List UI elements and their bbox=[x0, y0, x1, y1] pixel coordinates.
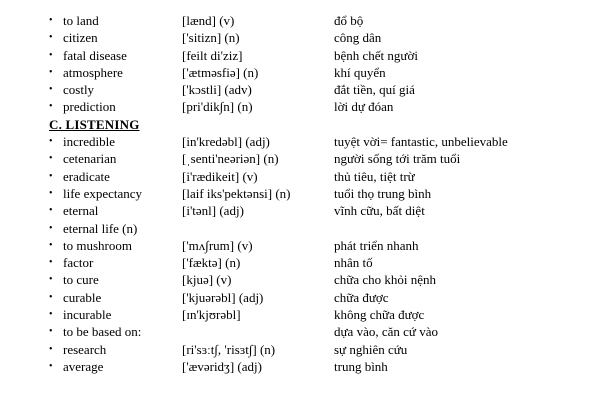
vocabulary-page bbox=[0, 12, 600, 375]
vocab-phonetic: ['mʌ∫rum] (v) bbox=[182, 237, 253, 253]
vocab-row bbox=[0, 150, 600, 167]
bullet-icon: • bbox=[49, 274, 53, 286]
vocab-meaning: tuổi thọ trung bình bbox=[334, 185, 432, 201]
vocab-phonetic: ['fæktə] (n) bbox=[182, 255, 241, 271]
vocab-meaning: người sống tới trăm tuổi bbox=[334, 151, 461, 167]
vocab-row bbox=[0, 202, 600, 219]
vocab-word: factor bbox=[63, 255, 94, 271]
bullet-icon: • bbox=[49, 257, 53, 269]
vocab-meaning: đắt tiền, quí giá bbox=[334, 82, 415, 98]
vocab-row bbox=[0, 341, 600, 358]
vocab-phonetic: ['kjuərəbl] (adj) bbox=[182, 289, 264, 305]
bullet-icon: • bbox=[49, 49, 53, 61]
vocab-phonetic: ['ætməsfiə] (n) bbox=[182, 64, 259, 80]
bullet-icon: • bbox=[49, 84, 53, 96]
bullet-icon: • bbox=[49, 187, 53, 199]
vocab-word: cetenarian bbox=[63, 151, 117, 167]
vocab-row bbox=[0, 12, 600, 29]
vocab-meaning: bệnh chết người bbox=[334, 47, 418, 63]
vocab-meaning: chữa được bbox=[334, 289, 389, 305]
bullet-icon: • bbox=[49, 222, 53, 234]
vocab-row bbox=[0, 81, 600, 98]
vocab-row bbox=[0, 220, 600, 237]
vocab-row bbox=[0, 29, 600, 46]
vocab-phonetic: [i'rædikeit] (v) bbox=[182, 168, 258, 184]
vocab-meaning: không chữa được bbox=[334, 307, 425, 323]
vocab-row bbox=[0, 168, 600, 185]
vocab-phonetic: ['kɔstli] (adv) bbox=[182, 82, 252, 98]
vocab-row bbox=[0, 323, 600, 340]
bullet-icon: • bbox=[49, 32, 53, 44]
vocab-word: fatal disease bbox=[63, 47, 127, 63]
vocab-word: average bbox=[63, 358, 104, 374]
bullet-icon: • bbox=[49, 360, 53, 372]
vocab-row bbox=[0, 271, 600, 288]
bullet-icon: • bbox=[49, 15, 53, 26]
vocab-word: life expectancy bbox=[63, 185, 143, 201]
vocab-word: curable bbox=[63, 289, 102, 305]
vocab-word: to land bbox=[63, 13, 99, 28]
bullet-icon: • bbox=[49, 136, 53, 148]
bullet-icon: • bbox=[49, 101, 53, 113]
section-heading-row bbox=[0, 116, 600, 133]
vocab-phonetic: [ri'sɜːt∫, 'risɜt∫] (n) bbox=[182, 341, 276, 357]
vocab-word: eternal life (n) bbox=[63, 220, 138, 236]
vocab-row bbox=[0, 306, 600, 323]
section-heading: C. LISTENING bbox=[49, 116, 140, 132]
bullet-icon: • bbox=[49, 291, 53, 303]
vocab-meaning: lời dự đóan bbox=[334, 99, 394, 115]
vocab-phonetic: [lænd] (v) bbox=[182, 13, 235, 28]
bullet-icon: • bbox=[49, 239, 53, 251]
vocab-phonetic: [in'kredəbl] (adj) bbox=[182, 134, 270, 150]
vocab-meaning: sự nghiên cứu bbox=[334, 341, 408, 357]
vocab-phonetic: [pri'dik∫n] (n) bbox=[182, 99, 253, 115]
vocab-meaning: thủ tiêu, tiệt trừ bbox=[334, 168, 415, 184]
vocab-word: eradicate bbox=[63, 168, 110, 184]
vocab-phonetic: [feilt di'ziz] bbox=[182, 47, 243, 63]
vocab-word: costly bbox=[63, 82, 95, 98]
bullet-icon: • bbox=[49, 153, 53, 165]
vocab-row bbox=[0, 237, 600, 254]
bullet-icon: • bbox=[49, 66, 53, 78]
bullet-icon: • bbox=[49, 343, 53, 355]
vocab-meaning: tuyệt vời= fantastic, unbelievable bbox=[334, 134, 508, 150]
vocab-word: incurable bbox=[63, 307, 112, 323]
vocab-meaning: phát triển nhanh bbox=[334, 237, 419, 253]
vocab-meaning: trung bình bbox=[334, 358, 388, 374]
vocab-word: citizen bbox=[63, 30, 98, 46]
vocab-row bbox=[0, 358, 600, 375]
vocab-word: incredible bbox=[63, 134, 115, 150]
vocab-word: eternal bbox=[63, 203, 99, 219]
vocab-word: to be based on: bbox=[63, 324, 142, 340]
vocab-row bbox=[0, 64, 600, 81]
bullet-icon: • bbox=[49, 309, 53, 321]
vocab-phonetic: [laif iks'pektənsi] (n) bbox=[182, 185, 291, 201]
bullet-icon: • bbox=[49, 170, 53, 182]
vocab-meaning: công dân bbox=[334, 30, 382, 46]
vocab-row bbox=[0, 289, 600, 306]
vocab-phonetic: [i'tənl] (adj) bbox=[182, 203, 244, 219]
vocab-meaning: khí quyển bbox=[334, 64, 386, 80]
vocab-meaning: vĩnh cữu, bất diệt bbox=[334, 203, 425, 219]
vocab-phonetic: [ˌsenti'neəriən] (n) bbox=[182, 151, 279, 167]
vocab-word: to mushroom bbox=[63, 237, 132, 253]
vocab-word: prediction bbox=[63, 99, 116, 115]
vocab-word: research bbox=[63, 341, 107, 357]
vocab-meaning: đổ bộ bbox=[334, 13, 364, 28]
vocab-phonetic: [kjuə] (v) bbox=[182, 272, 232, 288]
vocab-phonetic: ['sitizn] (n) bbox=[182, 30, 240, 46]
vocab-phonetic: [ɪn'kjʊrəbl] bbox=[182, 307, 241, 323]
vocab-meaning: nhân tố bbox=[334, 255, 373, 271]
vocab-meaning: dựa vào, căn cứ vào bbox=[334, 324, 438, 340]
vocab-word: atmosphere bbox=[63, 64, 123, 80]
vocab-phonetic: ['ævəridʒ] (adj) bbox=[182, 358, 262, 374]
bullet-icon: • bbox=[49, 205, 53, 217]
vocab-row bbox=[0, 47, 600, 64]
vocab-row bbox=[0, 133, 600, 150]
bullet-icon: • bbox=[49, 326, 53, 338]
vocab-meaning: chữa cho khỏi nệnh bbox=[334, 272, 436, 288]
vocab-row bbox=[0, 254, 600, 271]
vocab-row bbox=[0, 98, 600, 115]
vocab-row bbox=[0, 185, 600, 202]
vocab-word: to cure bbox=[63, 272, 99, 288]
